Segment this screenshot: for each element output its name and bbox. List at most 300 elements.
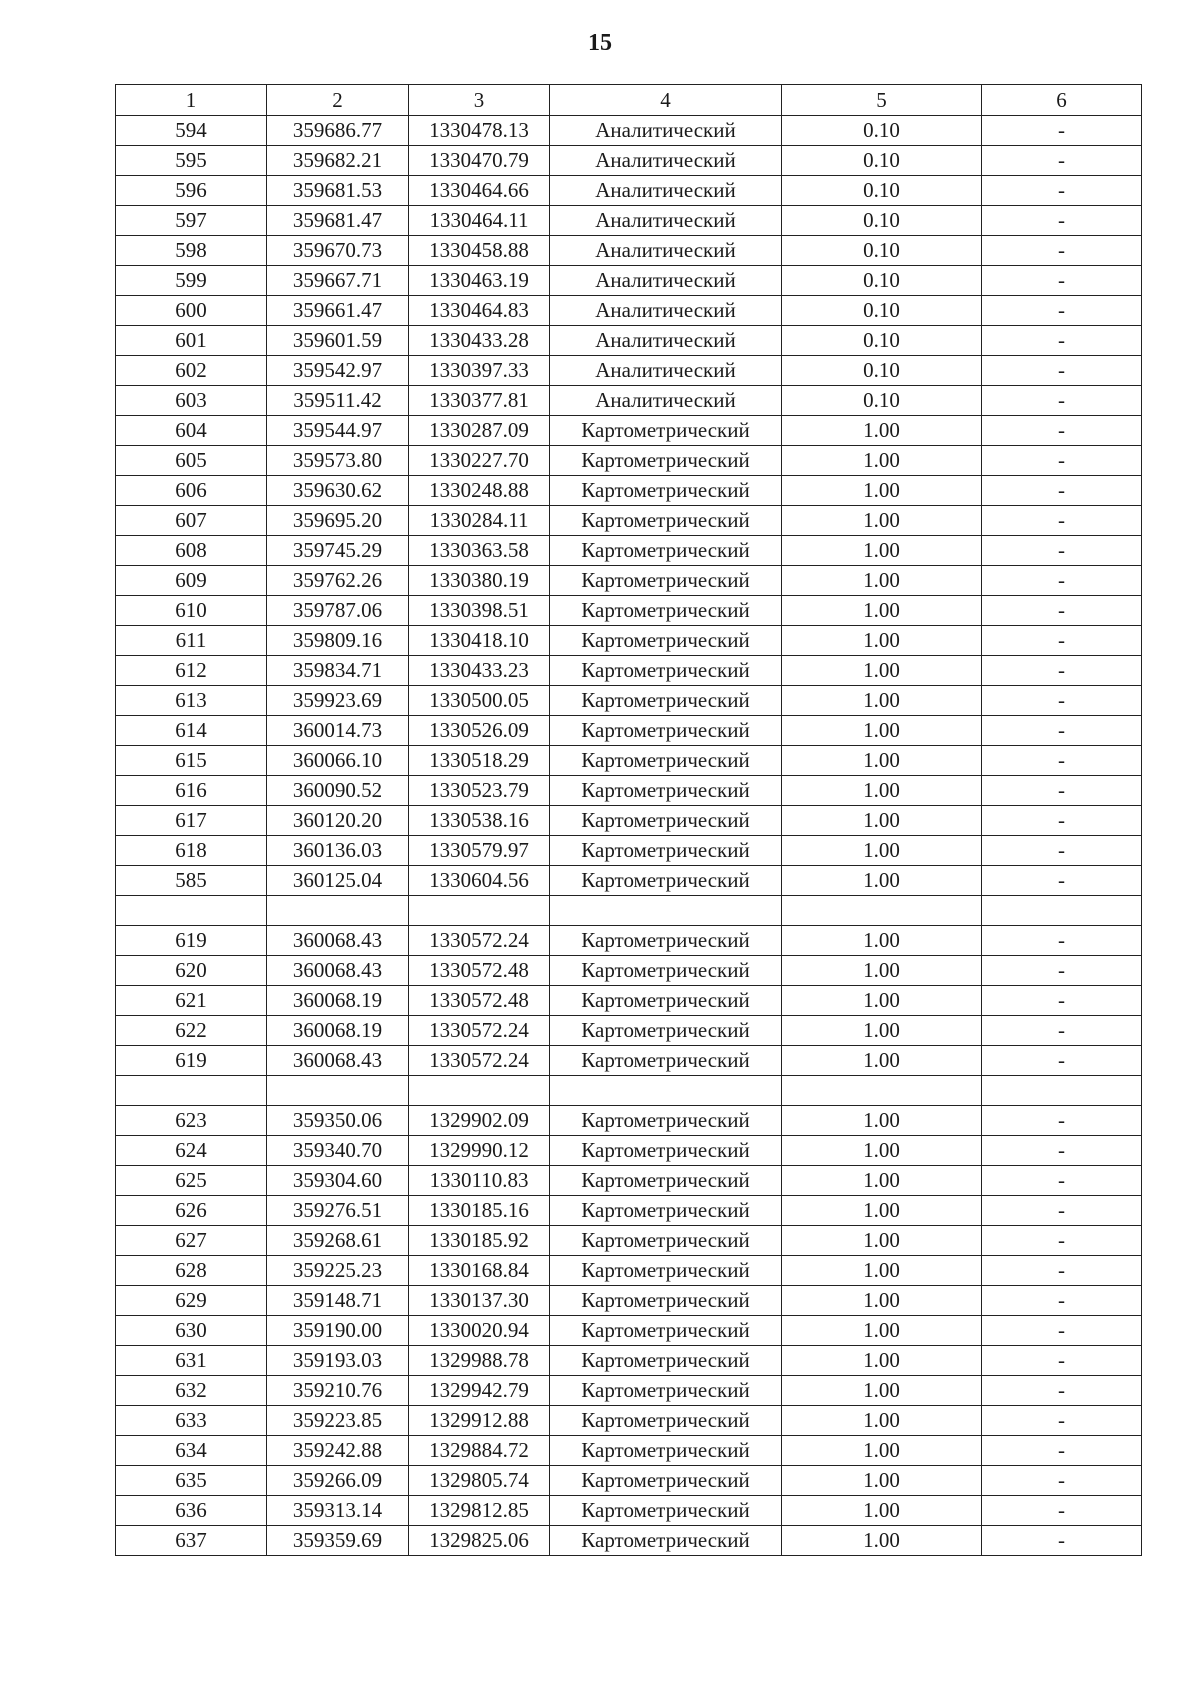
table-cell: 1.00: [782, 836, 982, 866]
table-cell: 634: [116, 1436, 267, 1466]
table-cell: -: [982, 1046, 1142, 1076]
table-cell: 1.00: [782, 986, 982, 1016]
table-cell: Картометрический: [550, 536, 782, 566]
table-cell: 1.00: [782, 416, 982, 446]
table-cell: 627: [116, 1226, 267, 1256]
table-cell: -: [982, 956, 1142, 986]
column-header: 1: [116, 85, 267, 116]
table-cell: 359190.00: [267, 1316, 409, 1346]
table-cell: 359511.42: [267, 386, 409, 416]
table-cell: 1330168.84: [409, 1256, 550, 1286]
table-cell: -: [982, 236, 1142, 266]
table-cell: [782, 896, 982, 926]
table-cell: 1330463.19: [409, 266, 550, 296]
table-cell: 1330470.79: [409, 146, 550, 176]
table-cell: Картометрический: [550, 1226, 782, 1256]
table-cell: 1.00: [782, 806, 982, 836]
table-cell: 1329912.88: [409, 1406, 550, 1436]
page-number: 15: [588, 30, 612, 56]
table-cell: -: [982, 1376, 1142, 1406]
table-row: [116, 1316, 1142, 1346]
table-cell: -: [982, 206, 1142, 236]
table-cell: 1.00: [782, 1346, 982, 1376]
table-row: [116, 1046, 1142, 1076]
table-cell: 0.10: [782, 236, 982, 266]
table-cell: 1330458.88: [409, 236, 550, 266]
table-cell: 635: [116, 1466, 267, 1496]
table-row: [116, 536, 1142, 566]
table-cell: 604: [116, 416, 267, 446]
table-cell: 1330380.19: [409, 566, 550, 596]
table-cell: 1.00: [782, 506, 982, 536]
table-cell: 1.00: [782, 476, 982, 506]
table-cell: -: [982, 836, 1142, 866]
table-cell: 1329902.09: [409, 1106, 550, 1136]
table-cell: 1330523.79: [409, 776, 550, 806]
table-cell: 1.00: [782, 716, 982, 746]
table-cell: 359242.88: [267, 1436, 409, 1466]
table-cell: 359266.09: [267, 1466, 409, 1496]
table-cell: 1.00: [782, 926, 982, 956]
table-cell: -: [982, 656, 1142, 686]
table-cell: 1330478.13: [409, 116, 550, 146]
table-cell: [116, 896, 267, 926]
table-cell: 360014.73: [267, 716, 409, 746]
table-row: [116, 386, 1142, 416]
table-cell: 1.00: [782, 1286, 982, 1316]
table-row: [116, 1136, 1142, 1166]
table-cell: 1330464.11: [409, 206, 550, 236]
table-cell: 1.00: [782, 446, 982, 476]
table-cell: 0.10: [782, 266, 982, 296]
table-cell: 1330464.83: [409, 296, 550, 326]
coordinates-table: [115, 84, 1142, 1556]
table-row: [116, 1406, 1142, 1436]
table-cell: Картометрический: [550, 746, 782, 776]
table-cell: 1330572.24: [409, 1046, 550, 1076]
table-row: [116, 776, 1142, 806]
table-cell: 630: [116, 1316, 267, 1346]
table-cell: Картометрический: [550, 596, 782, 626]
table-cell: -: [982, 686, 1142, 716]
table-cell: 600: [116, 296, 267, 326]
table-row: [116, 956, 1142, 986]
table-cell: Картометрический: [550, 1466, 782, 1496]
table-cell: 615: [116, 746, 267, 776]
table-cell: 609: [116, 566, 267, 596]
table-cell: 359313.14: [267, 1496, 409, 1526]
table-cell: 1330284.11: [409, 506, 550, 536]
table-cell: 1.00: [782, 656, 982, 686]
table-cell: 607: [116, 506, 267, 536]
table-cell: 1330572.24: [409, 1016, 550, 1046]
table-row: [116, 476, 1142, 506]
table-cell: 1330287.09: [409, 416, 550, 446]
table-cell: -: [982, 506, 1142, 536]
table-cell: 633: [116, 1406, 267, 1436]
table-cell: -: [982, 1436, 1142, 1466]
table-cell: 1330433.23: [409, 656, 550, 686]
table-cell: 1.00: [782, 686, 982, 716]
table-cell: 1.00: [782, 1406, 982, 1436]
table-cell: 1330377.81: [409, 386, 550, 416]
table-cell: 1330363.58: [409, 536, 550, 566]
table-cell: 613: [116, 686, 267, 716]
table-cell: -: [982, 536, 1142, 566]
table-cell: 596: [116, 176, 267, 206]
table-row: [116, 176, 1142, 206]
table-cell: 1.00: [782, 1466, 982, 1496]
table-cell: Картометрический: [550, 1046, 782, 1076]
table-cell: -: [982, 266, 1142, 296]
table-cell: 359686.77: [267, 116, 409, 146]
table-cell: 359544.97: [267, 416, 409, 446]
table-cell: 360068.43: [267, 1046, 409, 1076]
table-cell: 360120.20: [267, 806, 409, 836]
table-row: [116, 896, 1142, 926]
table-cell: -: [982, 1106, 1142, 1136]
table-cell: Картометрический: [550, 1496, 782, 1526]
table-cell: [267, 896, 409, 926]
table-cell: 359276.51: [267, 1196, 409, 1226]
column-header: 4: [550, 85, 782, 116]
table-cell: 632: [116, 1376, 267, 1406]
table-cell: 359762.26: [267, 566, 409, 596]
table-cell: -: [982, 116, 1142, 146]
table-cell: 359359.69: [267, 1526, 409, 1556]
table-cell: 1329805.74: [409, 1466, 550, 1496]
table-row: [116, 1226, 1142, 1256]
table-cell: 1329988.78: [409, 1346, 550, 1376]
table-cell: 1330020.94: [409, 1316, 550, 1346]
table-cell: 623: [116, 1106, 267, 1136]
table-cell: -: [982, 1346, 1142, 1376]
table-cell: 359148.71: [267, 1286, 409, 1316]
table-cell: -: [982, 986, 1142, 1016]
table-cell: 1.00: [782, 536, 982, 566]
table-cell: -: [982, 1286, 1142, 1316]
table-row: [116, 836, 1142, 866]
table-cell: 602: [116, 356, 267, 386]
table-cell: Картометрический: [550, 986, 782, 1016]
table-row: [116, 656, 1142, 686]
table-cell: 1330464.66: [409, 176, 550, 206]
table-cell: 359350.06: [267, 1106, 409, 1136]
table-cell: Картометрический: [550, 1016, 782, 1046]
table-cell: -: [982, 1166, 1142, 1196]
table-cell: 0.10: [782, 176, 982, 206]
table-cell: 624: [116, 1136, 267, 1166]
table-cell: 620: [116, 956, 267, 986]
table-cell: 359340.70: [267, 1136, 409, 1166]
table-cell: 359542.97: [267, 356, 409, 386]
table-row: [116, 356, 1142, 386]
table-cell: 1.00: [782, 566, 982, 596]
table-cell: 628: [116, 1256, 267, 1286]
table-cell: 614: [116, 716, 267, 746]
table-cell: 1330398.51: [409, 596, 550, 626]
table-cell: Картометрический: [550, 656, 782, 686]
table-cell: Аналитический: [550, 266, 782, 296]
table-cell: [550, 896, 782, 926]
table-cell: 1.00: [782, 1526, 982, 1556]
table-cell: -: [982, 476, 1142, 506]
table-row: [116, 326, 1142, 356]
table-cell: 1329825.06: [409, 1526, 550, 1556]
table-cell: Аналитический: [550, 236, 782, 266]
table-cell: 598: [116, 236, 267, 266]
table-row: [116, 596, 1142, 626]
table-cell: -: [982, 776, 1142, 806]
table-cell: 594: [116, 116, 267, 146]
table-row: [116, 986, 1142, 1016]
table-cell: Аналитический: [550, 146, 782, 176]
table-cell: 1.00: [782, 1196, 982, 1226]
table-cell: -: [982, 806, 1142, 836]
table-row: [116, 296, 1142, 326]
table-cell: 626: [116, 1196, 267, 1226]
table-cell: 359834.71: [267, 656, 409, 686]
column-header: 5: [782, 85, 982, 116]
table-row: [116, 1466, 1142, 1496]
table-cell: 1330579.97: [409, 836, 550, 866]
table-cell: -: [982, 326, 1142, 356]
table-cell: 0.10: [782, 206, 982, 236]
table-cell: Аналитический: [550, 356, 782, 386]
table-cell: 1.00: [782, 626, 982, 656]
table-cell: Картометрический: [550, 476, 782, 506]
table-cell: Картометрический: [550, 806, 782, 836]
table-cell: 359923.69: [267, 686, 409, 716]
table-row: [116, 506, 1142, 536]
table-cell: 360068.19: [267, 986, 409, 1016]
table-row: [116, 1106, 1142, 1136]
table-cell: 359695.20: [267, 506, 409, 536]
table-row: [116, 206, 1142, 236]
table-cell: Картометрический: [550, 866, 782, 896]
table-cell: 0.10: [782, 146, 982, 176]
table-cell: [982, 1076, 1142, 1106]
table-row: [116, 1346, 1142, 1376]
table-cell: 359667.71: [267, 266, 409, 296]
table-row: [116, 1286, 1142, 1316]
table-cell: 599: [116, 266, 267, 296]
table-cell: 0.10: [782, 116, 982, 146]
table-cell: 359670.73: [267, 236, 409, 266]
table-cell: -: [982, 1466, 1142, 1496]
table-cell: Картометрический: [550, 836, 782, 866]
table-cell: 360068.43: [267, 926, 409, 956]
table-cell: 618: [116, 836, 267, 866]
table-row: [116, 626, 1142, 656]
table-cell: 359193.03: [267, 1346, 409, 1376]
table-cell: Картометрический: [550, 686, 782, 716]
table-cell: 1330604.56: [409, 866, 550, 896]
table-row: [116, 446, 1142, 476]
table-cell: 359268.61: [267, 1226, 409, 1256]
table-cell: Аналитический: [550, 296, 782, 326]
table-cell: 1.00: [782, 776, 982, 806]
table-row: [116, 1526, 1142, 1556]
table-cell: 360068.43: [267, 956, 409, 986]
table-cell: Аналитический: [550, 116, 782, 146]
table-cell: 637: [116, 1526, 267, 1556]
table-cell: -: [982, 1526, 1142, 1556]
table-cell: -: [982, 566, 1142, 596]
table-cell: Картометрический: [550, 716, 782, 746]
table-cell: 1.00: [782, 1436, 982, 1466]
table-cell: 1330137.30: [409, 1286, 550, 1316]
table-cell: Картометрический: [550, 1436, 782, 1466]
table-cell: 610: [116, 596, 267, 626]
table-cell: 0.10: [782, 356, 982, 386]
table-cell: 1330572.48: [409, 956, 550, 986]
table-row: [116, 686, 1142, 716]
table-cell: 595: [116, 146, 267, 176]
table-cell: -: [982, 1316, 1142, 1346]
table-cell: 1330397.33: [409, 356, 550, 386]
table-cell: Картометрический: [550, 776, 782, 806]
table-cell: 359223.85: [267, 1406, 409, 1436]
table-cell: 601: [116, 326, 267, 356]
table-cell: 1.00: [782, 746, 982, 776]
table-cell: 1330418.10: [409, 626, 550, 656]
table-cell: [782, 1076, 982, 1106]
table-cell: 359661.47: [267, 296, 409, 326]
table-cell: Картометрический: [550, 1406, 782, 1436]
table-cell: 359745.29: [267, 536, 409, 566]
table-cell: -: [982, 1496, 1142, 1526]
table-row: [116, 1196, 1142, 1226]
table-cell: 636: [116, 1496, 267, 1526]
table-cell: 0.10: [782, 386, 982, 416]
table-row: [116, 1076, 1142, 1106]
table-cell: -: [982, 356, 1142, 386]
table-cell: Картометрический: [550, 926, 782, 956]
table-cell: -: [982, 716, 1142, 746]
table-cell: 612: [116, 656, 267, 686]
table-cell: -: [982, 296, 1142, 326]
table-cell: 359681.53: [267, 176, 409, 206]
table-cell: -: [982, 1016, 1142, 1046]
table-cell: -: [982, 386, 1142, 416]
table-cell: 1.00: [782, 1016, 982, 1046]
table-cell: Картометрический: [550, 1256, 782, 1286]
table-cell: -: [982, 1226, 1142, 1256]
table-cell: 359304.60: [267, 1166, 409, 1196]
table-cell: -: [982, 416, 1142, 446]
table-cell: -: [982, 446, 1142, 476]
column-header: 2: [267, 85, 409, 116]
table-row: [116, 1166, 1142, 1196]
table-cell: 1330110.83: [409, 1166, 550, 1196]
table-cell: -: [982, 926, 1142, 956]
table-cell: 608: [116, 536, 267, 566]
table-cell: 1.00: [782, 956, 982, 986]
table-cell: 631: [116, 1346, 267, 1376]
table-cell: 622: [116, 1016, 267, 1046]
table-cell: 1329812.85: [409, 1496, 550, 1526]
table-cell: 1.00: [782, 1226, 982, 1256]
table-row: [116, 1016, 1142, 1046]
table-cell: 360066.10: [267, 746, 409, 776]
table-cell: [409, 1076, 550, 1106]
table-cell: 359681.47: [267, 206, 409, 236]
table-cell: Картометрический: [550, 416, 782, 446]
table-row: [116, 716, 1142, 746]
table-cell: 1330518.29: [409, 746, 550, 776]
table-cell: 359809.16: [267, 626, 409, 656]
table-cell: 629: [116, 1286, 267, 1316]
table-cell: Картометрический: [550, 1106, 782, 1136]
table-cell: Картометрический: [550, 956, 782, 986]
table-cell: [550, 1076, 782, 1106]
table-cell: -: [982, 1406, 1142, 1436]
table-cell: 585: [116, 866, 267, 896]
table-row: [116, 926, 1142, 956]
table-cell: 1330572.48: [409, 986, 550, 1016]
table-cell: Картометрический: [550, 626, 782, 656]
table-cell: 1330433.28: [409, 326, 550, 356]
table-cell: 1.00: [782, 1256, 982, 1286]
table-cell: 1330248.88: [409, 476, 550, 506]
table-cell: Картометрический: [550, 506, 782, 536]
table-cell: [267, 1076, 409, 1106]
table-cell: 1330526.09: [409, 716, 550, 746]
table-cell: Картометрический: [550, 566, 782, 596]
table-cell: 603: [116, 386, 267, 416]
table-row: [116, 866, 1142, 896]
table-cell: 1329942.79: [409, 1376, 550, 1406]
table-row: [116, 1436, 1142, 1466]
table-cell: 1.00: [782, 1106, 982, 1136]
table-cell: 359682.21: [267, 146, 409, 176]
table-cell: 359210.76: [267, 1376, 409, 1406]
table-row: [116, 146, 1142, 176]
table-cell: 0.10: [782, 296, 982, 326]
table-cell: 1329884.72: [409, 1436, 550, 1466]
table-cell: 625: [116, 1166, 267, 1196]
table-cell: 619: [116, 926, 267, 956]
table-cell: Картометрический: [550, 446, 782, 476]
table-cell: Картометрический: [550, 1316, 782, 1346]
table-cell: -: [982, 866, 1142, 896]
table-cell: Картометрический: [550, 1166, 782, 1196]
table-row: [116, 236, 1142, 266]
table-cell: 597: [116, 206, 267, 236]
table-cell: 619: [116, 1046, 267, 1076]
table-row: [116, 116, 1142, 146]
table-cell: 605: [116, 446, 267, 476]
table-row: [116, 1256, 1142, 1286]
table-cell: 1330185.16: [409, 1196, 550, 1226]
table-row: [116, 1376, 1142, 1406]
table-cell: 621: [116, 986, 267, 1016]
table-header: [116, 85, 1142, 116]
table-cell: -: [982, 146, 1142, 176]
table-row: [116, 746, 1142, 776]
table-row: [116, 566, 1142, 596]
table-cell: -: [982, 1136, 1142, 1166]
table-cell: 1.00: [782, 866, 982, 896]
table-cell: Аналитический: [550, 326, 782, 356]
table-cell: 359787.06: [267, 596, 409, 626]
table-row: [116, 416, 1142, 446]
table-cell: 1330227.70: [409, 446, 550, 476]
table-cell: 360068.19: [267, 1016, 409, 1046]
table-cell: 1.00: [782, 1046, 982, 1076]
table-cell: Картометрический: [550, 1376, 782, 1406]
